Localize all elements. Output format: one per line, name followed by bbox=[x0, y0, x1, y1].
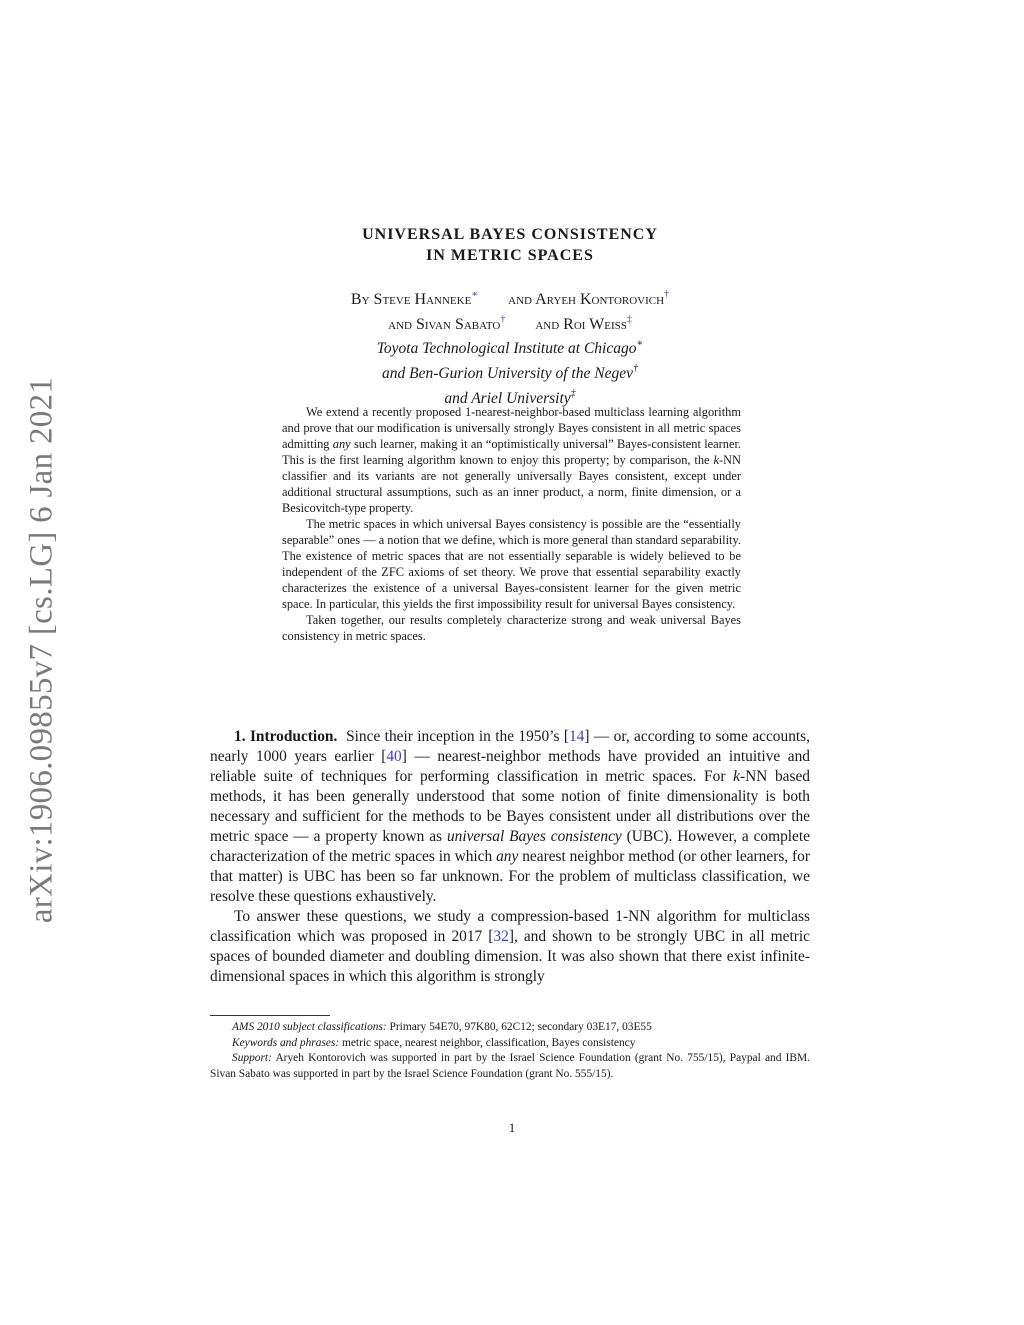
abstract-paragraph-3: Taken together, our results completely characterize strong and weak universal Bayes consistency in metric spaces. bbox=[282, 613, 741, 643]
abstract bbox=[282, 404, 741, 644]
author-kontorovich: Aryeh Kontorovich bbox=[535, 291, 665, 308]
abstract-paragraph-1: We extend a recently proposed 1-nearest-neighbor-based multiclass learning algorithm and prove that our modification is universally strongly Bayes consistent in all metric spaces admitting any such learner, making it an “optimistically universal” Bayes-consistent learner. This is the first learning algorithm known to enjoy this property; by comparison, the k-NN classifier and its variants are not generally universally Bayes consistent, except under additional structural assumptions, such as an inner product, a norm, finite dimension, or a Besicovitch-type property. bbox=[282, 405, 741, 515]
affiliation-bgu-text: and Ben-Gurion University of the Negev bbox=[382, 365, 633, 382]
citation-32[interactable]: 32 bbox=[493, 928, 509, 945]
authors-line-1 bbox=[210, 285, 810, 310]
abstract-paragraph-2: The metric spaces in which universal Bayes consistency is possible are the “essentially separable” ones — a notion that we define, which is more general than standard separability. The existence of metric spaces that are not essentially separable is widely believed to be independent of the ZFC axioms of set theory. We prove that essential separability exactly characterizes the existence of a universal Bayes-consistent learner for the given metric space. In particular, this yields the first impossibility result for universal Bayes consistency. bbox=[282, 517, 741, 611]
intro-paragraph-2: To answer these questions, we study a compression-based 1-NN algorithm for multiclass classification which was proposed in 2017 [32], and shown to be strongly UBC in all metric spaces of bounded diameter and doubling dimension. It was also shown that there exist infinite-dimensional spaces in which this algorithm is strongly bbox=[210, 908, 810, 985]
affiliation-ttic-mark: ∗ bbox=[636, 338, 644, 349]
support-label: Support: bbox=[232, 1052, 272, 1064]
section-heading: Introduction. bbox=[249, 728, 338, 745]
title-line-2: IN METRIC SPACES bbox=[426, 247, 594, 264]
and-label: and bbox=[388, 316, 412, 333]
author-hanneke: Steve Hanneke bbox=[373, 291, 472, 308]
ubc-term: universal Bayes consistency bbox=[446, 828, 622, 845]
affiliation-ariel-text: and Ariel University bbox=[444, 390, 571, 407]
abstract-k-variable: k bbox=[713, 453, 719, 467]
intro-paragraph-1: 1. Introduction. Since their inception in the 1950’s [14] — or, according to some accounts, nearly 1000 years earlier [40] — nearest-neighbor methods have provided an intuitive and reliable suite of techniques for performing classification in metric spaces. For k-NN based methods, it has been generally understood that some notion of finite dimensionality is both necessary and sufficient for the methods to be Bayes consistent under all distributions over the metric space — a property known as universal Bayes consistency (UBC). However, a complete characterization of the metric spaces in which any nearest neighbor method (or other learners, for that matter) is UBC has been so far unknown. For the problem of multiclass classification, we resolve these questions exhaustively. bbox=[210, 728, 811, 905]
author-list bbox=[210, 285, 810, 335]
keywords-label: Keywords and phrases: bbox=[232, 1036, 340, 1049]
affiliation-ariel-mark: ‡ bbox=[570, 388, 576, 399]
and-label: and bbox=[535, 316, 560, 333]
author-weiss-mark[interactable]: ‡ bbox=[626, 314, 632, 325]
citation-14[interactable]: 14 bbox=[568, 728, 585, 745]
paper-title bbox=[210, 224, 810, 266]
footnote-ams: AMS 2010 subject classifications: Primary 54E70, 97K80, 62C12; secondary 03E17, 03E55 bbox=[232, 1021, 652, 1033]
footnotes bbox=[210, 1020, 810, 1082]
title-line-1: UNIVERSAL BAYES CONSISTENCY bbox=[362, 226, 658, 243]
introduction-section bbox=[210, 727, 810, 987]
arxiv-identifier-stamp bbox=[18, 370, 66, 930]
affiliation-ttic-text: Toyota Technological Institute at Chicago bbox=[376, 340, 637, 357]
intro-k-variable: k bbox=[733, 768, 740, 785]
and-label: and bbox=[508, 291, 532, 308]
intro-any-emphasis: any bbox=[496, 848, 519, 865]
author-sabato-mark[interactable]: † bbox=[500, 314, 506, 325]
affiliations bbox=[210, 334, 810, 409]
by-label: By bbox=[350, 291, 370, 308]
author-kontorovich-mark[interactable]: † bbox=[664, 289, 670, 300]
authors-line-2 bbox=[210, 310, 810, 335]
citation-40[interactable]: 40 bbox=[386, 748, 402, 765]
arxiv-stamp-text: arXiv:1906.09855v7 [cs.LG] 6 Jan 2021 bbox=[23, 376, 60, 924]
abstract-any-emphasis: any bbox=[332, 437, 351, 451]
author-sabato: Sivan Sabato bbox=[415, 316, 501, 333]
ams-label: AMS 2010 subject classifications: bbox=[232, 1021, 387, 1033]
section-number: 1. bbox=[234, 728, 246, 745]
footnote-support: Support: Aryeh Kontorovich was supported in part by the Israel Science Foundation (grant No. 755/15), Paypal and IBM. Sivan Sabato was supported in part by the Israel Science Foundation (grant No. 555/15). bbox=[210, 1052, 810, 1080]
affiliation-bgu-mark: † bbox=[632, 363, 638, 374]
page-number: 1 bbox=[508, 1120, 516, 1135]
affiliation-ttic bbox=[210, 334, 810, 359]
affiliation-bgu bbox=[210, 359, 810, 384]
author-hanneke-mark[interactable]: ∗ bbox=[471, 289, 479, 300]
author-weiss: Roi Weiss bbox=[563, 316, 627, 333]
footnote-rule bbox=[210, 1015, 330, 1016]
footnote-keywords: Keywords and phrases: metric space, nearest neighbor, classification, Bayes consistency bbox=[232, 1036, 636, 1049]
